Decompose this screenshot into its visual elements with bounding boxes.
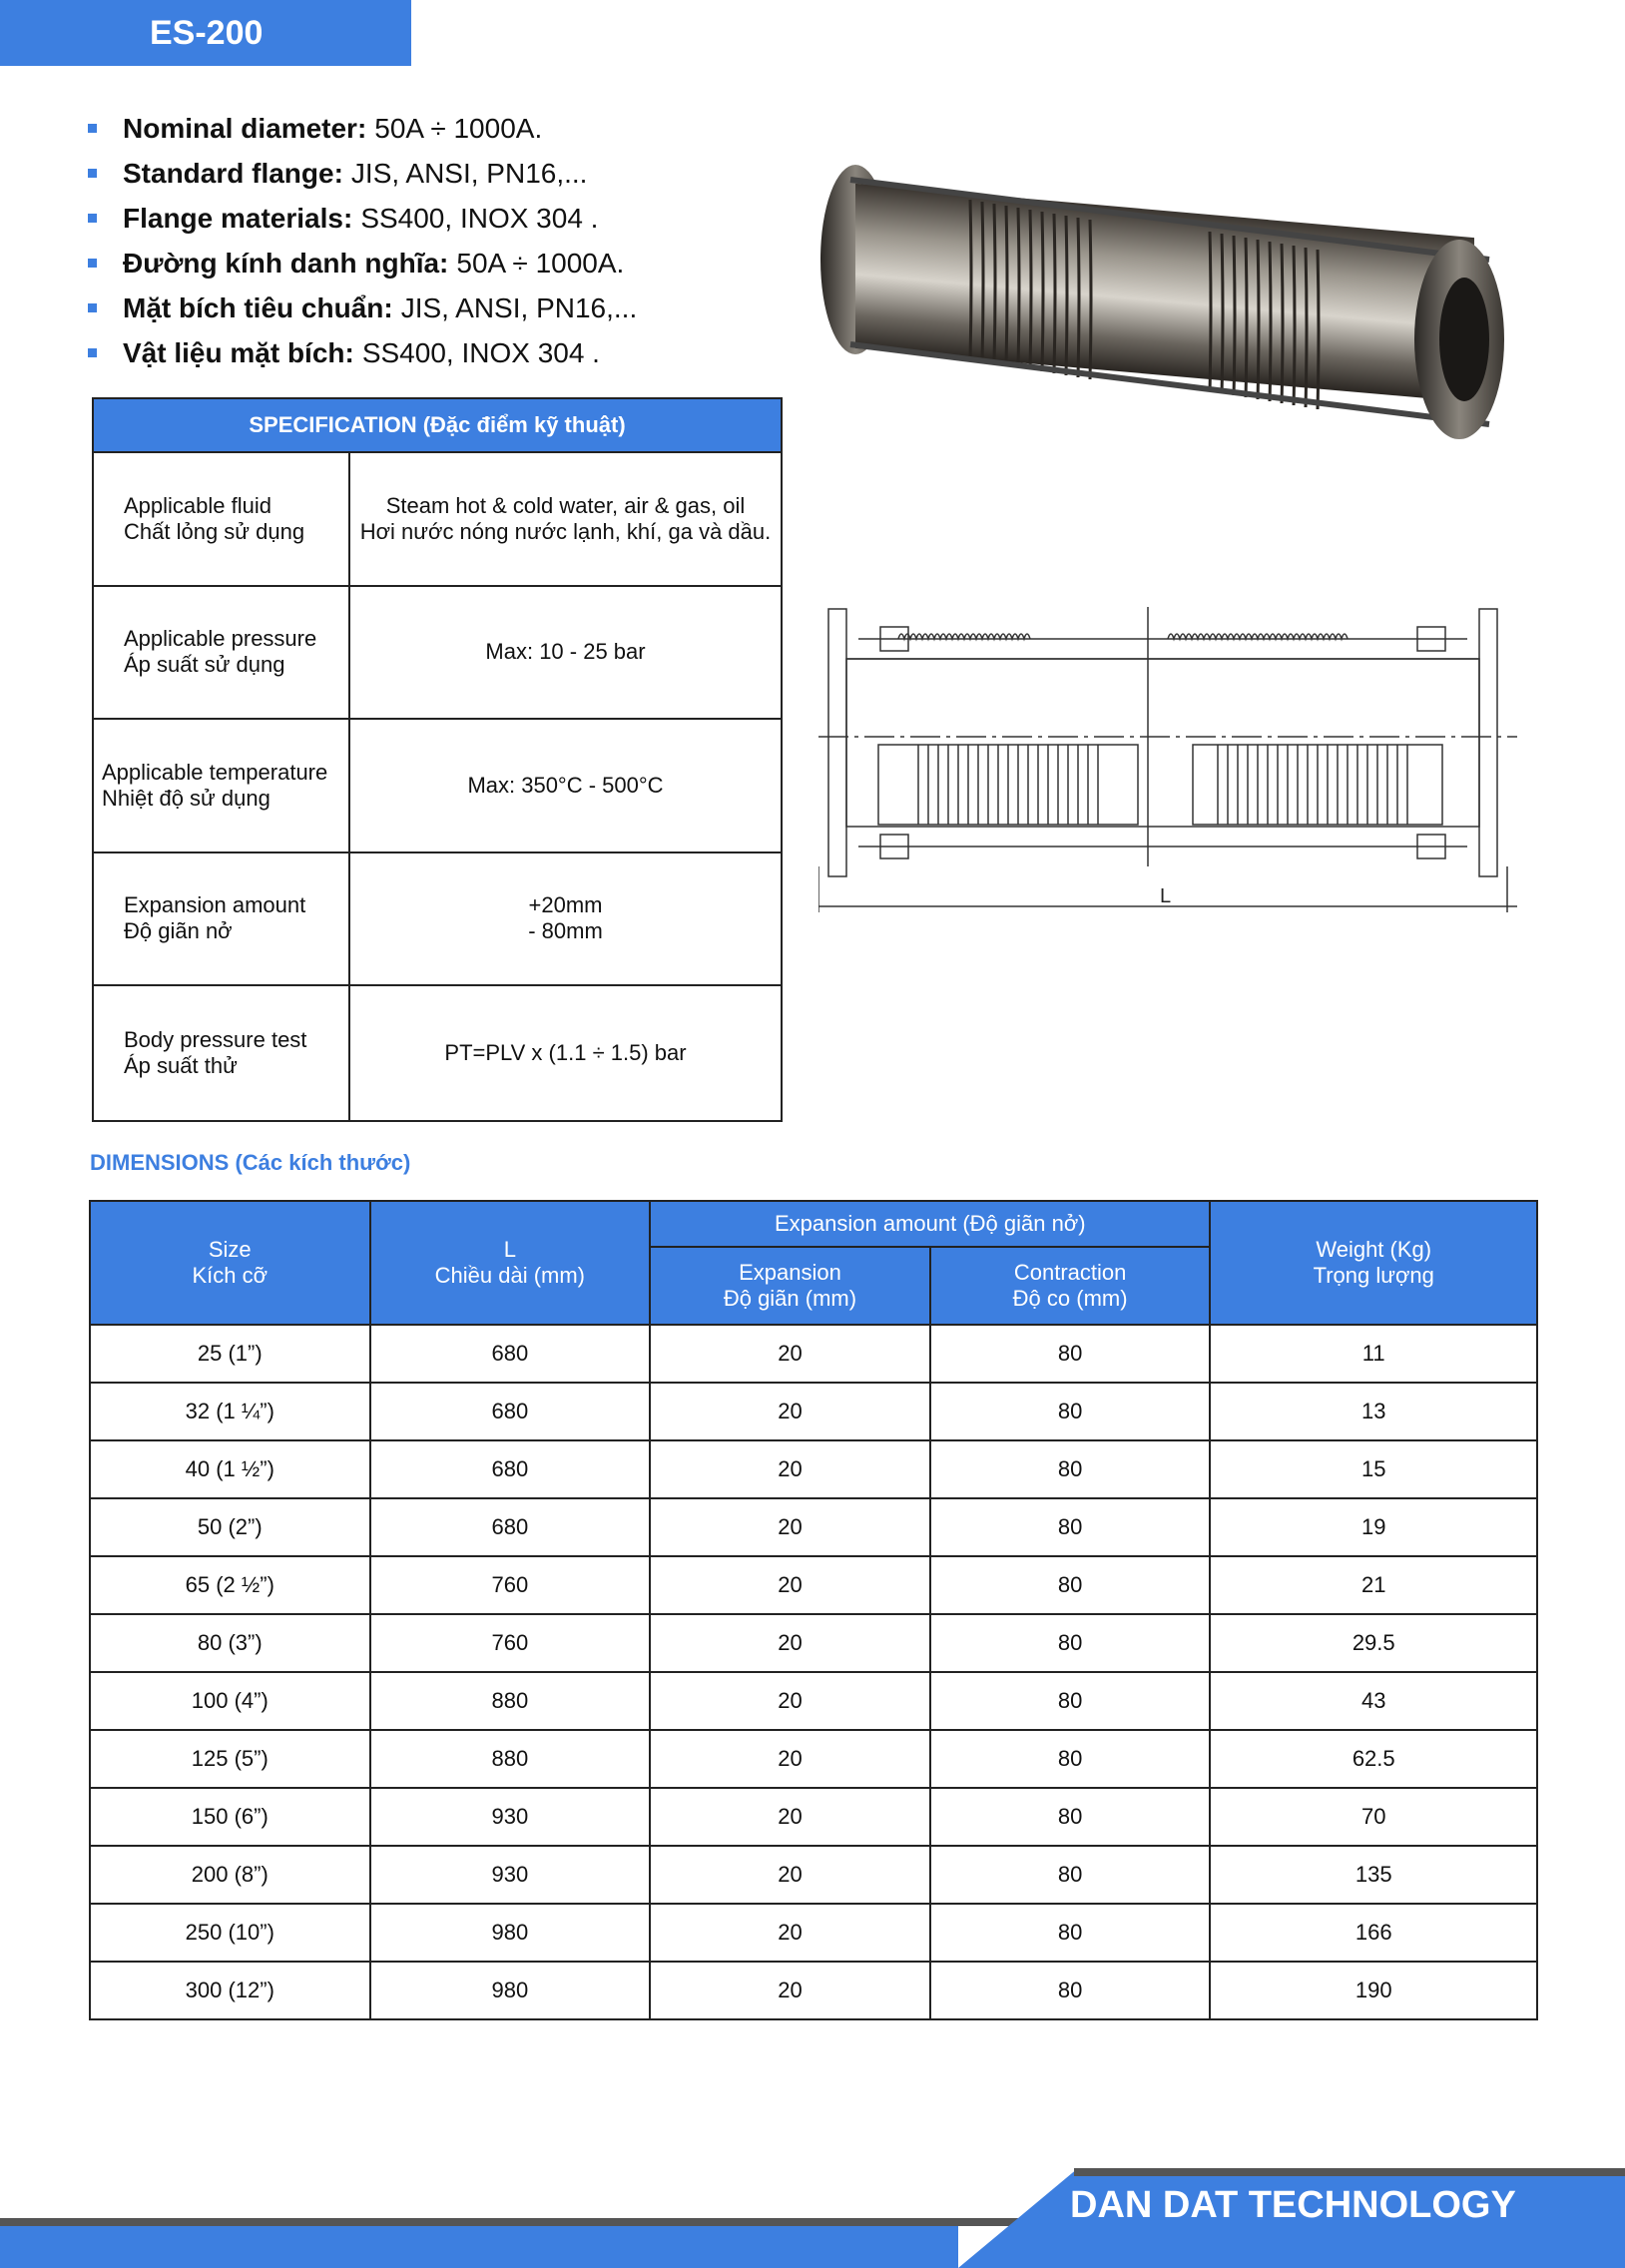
cell-length: 980 bbox=[370, 1904, 651, 1962]
spec-row-expansion bbox=[94, 853, 781, 987]
cell-weight: 13 bbox=[1210, 1383, 1537, 1440]
cell-expansion: 20 bbox=[650, 1498, 930, 1556]
bullet-icon bbox=[88, 303, 97, 312]
header-contraction bbox=[930, 1247, 1211, 1325]
cell-size: 40 (1 ½”) bbox=[90, 1440, 370, 1498]
cell-length: 680 bbox=[370, 1440, 651, 1498]
cell-size: 300 (12”) bbox=[90, 1962, 370, 2019]
cell-contraction: 80 bbox=[930, 1556, 1211, 1614]
feature-label: Đường kính danh nghĩa: bbox=[123, 247, 449, 279]
bullet-icon bbox=[88, 124, 97, 133]
cell-expansion: 20 bbox=[650, 1556, 930, 1614]
table-row bbox=[90, 1788, 1537, 1846]
cell-contraction: 80 bbox=[930, 1498, 1211, 1556]
cell-weight: 135 bbox=[1210, 1846, 1537, 1904]
cell-size: 65 (2 ½”) bbox=[90, 1556, 370, 1614]
cell-contraction: 80 bbox=[930, 1440, 1211, 1498]
cell-size: 200 (8”) bbox=[90, 1846, 370, 1904]
spec-row-pressure bbox=[94, 587, 781, 721]
header-size bbox=[90, 1201, 370, 1325]
spec-row-fluid bbox=[94, 453, 781, 587]
table-row bbox=[90, 1730, 1537, 1788]
feature-label: Standard flange: bbox=[123, 157, 343, 189]
spec-label bbox=[94, 587, 350, 719]
cell-expansion: 20 bbox=[650, 1788, 930, 1846]
table-row bbox=[90, 1672, 1537, 1730]
cell-weight: 62.5 bbox=[1210, 1730, 1537, 1788]
product-code: ES-200 bbox=[150, 13, 264, 52]
cell-length: 880 bbox=[370, 1730, 651, 1788]
spec-label-en: Applicable fluid bbox=[124, 492, 271, 518]
specification-heading: SPECIFICATION (Đặc điểm kỹ thuật) bbox=[94, 399, 781, 453]
spec-label-en: Applicable temperature bbox=[102, 759, 328, 785]
cell-weight: 29.5 bbox=[1210, 1614, 1537, 1672]
feature-label: Nominal diameter: bbox=[123, 112, 367, 144]
spec-value bbox=[350, 986, 781, 1120]
feature-list bbox=[88, 106, 637, 375]
cell-contraction: 80 bbox=[930, 1614, 1211, 1672]
spec-value bbox=[350, 453, 781, 585]
header-length bbox=[370, 1201, 651, 1325]
spec-value-line: +20mm bbox=[528, 892, 603, 918]
cell-length: 760 bbox=[370, 1556, 651, 1614]
header-expansion-vi: Độ giãn (mm) bbox=[723, 1286, 857, 1311]
table-row bbox=[90, 1556, 1537, 1614]
cell-contraction: 80 bbox=[930, 1325, 1211, 1383]
cell-weight: 21 bbox=[1210, 1556, 1537, 1614]
table-row bbox=[90, 1614, 1537, 1672]
cell-length: 680 bbox=[370, 1383, 651, 1440]
cell-contraction: 80 bbox=[930, 1672, 1211, 1730]
cell-size: 80 (3”) bbox=[90, 1614, 370, 1672]
table-row bbox=[90, 1846, 1537, 1904]
spec-value-line: Max: 10 - 25 bar bbox=[485, 639, 646, 665]
cell-size: 32 (1 ¼”) bbox=[90, 1383, 370, 1440]
feature-value: 50A ÷ 1000A. bbox=[374, 112, 543, 144]
feature-item bbox=[88, 241, 637, 285]
cell-size: 50 (2”) bbox=[90, 1498, 370, 1556]
header-expansion bbox=[650, 1247, 930, 1325]
cell-weight: 166 bbox=[1210, 1904, 1537, 1962]
feature-value: 50A ÷ 1000A. bbox=[456, 247, 625, 279]
table-row bbox=[90, 1325, 1537, 1383]
technical-drawing bbox=[818, 597, 1517, 916]
cell-expansion: 20 bbox=[650, 1440, 930, 1498]
cell-contraction: 80 bbox=[930, 1788, 1211, 1846]
table-row bbox=[90, 1383, 1537, 1440]
cell-length: 930 bbox=[370, 1846, 651, 1904]
spec-value-line: Max: 350°C - 500°C bbox=[467, 772, 664, 798]
spec-label bbox=[94, 453, 350, 585]
cell-contraction: 80 bbox=[930, 1904, 1211, 1962]
dimensions-title: DIMENSIONS (Các kích thước) bbox=[90, 1150, 411, 1175]
table-row bbox=[90, 1962, 1537, 2019]
spec-label-vi: Nhiệt độ sử dụng bbox=[102, 785, 271, 811]
cell-length: 880 bbox=[370, 1672, 651, 1730]
spec-label-vi: Áp suất sử dụng bbox=[124, 652, 285, 678]
header-contraction-vi: Độ co (mm) bbox=[1012, 1286, 1128, 1311]
table-row bbox=[90, 1498, 1537, 1556]
header-weight bbox=[1210, 1201, 1537, 1325]
feature-label: Flange materials: bbox=[123, 202, 353, 234]
spec-label bbox=[94, 720, 350, 851]
spec-label bbox=[94, 986, 350, 1120]
spec-label-vi: Áp suất thử bbox=[124, 1052, 238, 1078]
cell-expansion: 20 bbox=[650, 1730, 930, 1788]
feature-item bbox=[88, 330, 637, 375]
spec-value bbox=[350, 720, 781, 851]
header-length-vi: Chiều dài (mm) bbox=[434, 1263, 586, 1288]
cell-contraction: 80 bbox=[930, 1962, 1211, 2019]
cell-length: 760 bbox=[370, 1614, 651, 1672]
spec-value-line: Steam hot & cold water, air & gas, oil bbox=[385, 492, 746, 518]
cell-length: 980 bbox=[370, 1962, 651, 2019]
spec-label bbox=[94, 853, 350, 985]
cell-expansion: 20 bbox=[650, 1846, 930, 1904]
cell-expansion: 20 bbox=[650, 1614, 930, 1672]
feature-value: JIS, ANSI, PN16,... bbox=[350, 157, 588, 189]
spec-row-temperature bbox=[94, 720, 781, 853]
bullet-icon bbox=[88, 169, 97, 178]
spec-label-vi: Chất lỏng sử dụng bbox=[124, 518, 305, 544]
spec-value-line: PT=PLV x (1.1 ÷ 1.5) bar bbox=[444, 1039, 687, 1065]
cell-weight: 43 bbox=[1210, 1672, 1537, 1730]
cell-size: 150 (6”) bbox=[90, 1788, 370, 1846]
table-row bbox=[90, 1904, 1537, 1962]
feature-label: Vật liệu mặt bích: bbox=[123, 336, 354, 368]
product-photo bbox=[811, 140, 1529, 439]
spec-label-vi: Độ giãn nở bbox=[124, 918, 233, 944]
feature-item bbox=[88, 151, 637, 196]
cell-size: 100 (4”) bbox=[90, 1672, 370, 1730]
header-weight-en: Weight (Kg) bbox=[1316, 1237, 1432, 1262]
header-size-en: Size bbox=[208, 1237, 252, 1262]
spec-label-en: Applicable pressure bbox=[124, 626, 317, 652]
spec-value bbox=[350, 587, 781, 719]
feature-value: SS400, INOX 304 . bbox=[361, 336, 600, 368]
length-label: L bbox=[1160, 885, 1172, 907]
cell-expansion: 20 bbox=[650, 1904, 930, 1962]
cell-contraction: 80 bbox=[930, 1846, 1211, 1904]
feature-item bbox=[88, 285, 637, 330]
feature-label: Mặt bích tiêu chuẩn: bbox=[123, 291, 393, 323]
cell-weight: 70 bbox=[1210, 1788, 1537, 1846]
cell-length: 930 bbox=[370, 1788, 651, 1846]
header-expansion-en: Expansion bbox=[739, 1260, 841, 1285]
feature-value: JIS, ANSI, PN16,... bbox=[400, 291, 638, 323]
table-row bbox=[90, 1440, 1537, 1498]
header-contraction-en: Contraction bbox=[1013, 1260, 1127, 1285]
bullet-icon bbox=[88, 214, 97, 223]
cell-expansion: 20 bbox=[650, 1672, 930, 1730]
dimensions-table bbox=[89, 1200, 1538, 2020]
cell-weight: 15 bbox=[1210, 1440, 1537, 1498]
header-length-en: L bbox=[503, 1237, 516, 1262]
cell-expansion: 20 bbox=[650, 1962, 930, 2019]
footer-bar bbox=[0, 2226, 958, 2268]
specification-table bbox=[92, 397, 783, 1122]
feature-item bbox=[88, 106, 637, 151]
cell-length: 680 bbox=[370, 1498, 651, 1556]
feature-value: SS400, INOX 304 . bbox=[360, 202, 599, 234]
cell-weight: 190 bbox=[1210, 1962, 1537, 2019]
bullet-icon bbox=[88, 259, 97, 268]
cell-weight: 19 bbox=[1210, 1498, 1537, 1556]
footer-brand-edge bbox=[1074, 2168, 1625, 2176]
spec-label-en: Expansion amount bbox=[124, 892, 306, 918]
cell-contraction: 80 bbox=[930, 1730, 1211, 1788]
spec-value-line: Hơi nước nóng nước lạnh, khí, ga và dầu. bbox=[359, 518, 772, 544]
cell-expansion: 20 bbox=[650, 1383, 930, 1440]
bullet-icon bbox=[88, 348, 97, 357]
product-code-tab bbox=[0, 0, 411, 66]
cell-size: 25 (1”) bbox=[90, 1325, 370, 1383]
cell-weight: 11 bbox=[1210, 1325, 1537, 1383]
cell-length: 680 bbox=[370, 1325, 651, 1383]
spec-value-line: - 80mm bbox=[528, 918, 603, 944]
feature-item bbox=[88, 196, 637, 241]
spec-row-test bbox=[94, 986, 781, 1120]
footer-brand: DAN DAT TECHNOLOGY bbox=[1070, 2184, 1516, 2226]
spec-label-en: Body pressure test bbox=[124, 1026, 307, 1052]
header-size-vi: Kích cỡ bbox=[192, 1263, 269, 1288]
cell-expansion: 20 bbox=[650, 1325, 930, 1383]
cell-contraction: 80 bbox=[930, 1383, 1211, 1440]
header-expansion-group: Expansion amount (Độ giãn nở) bbox=[650, 1201, 1210, 1247]
cell-size: 125 (5”) bbox=[90, 1730, 370, 1788]
spec-value bbox=[350, 853, 781, 985]
header-weight-vi: Trọng lượng bbox=[1313, 1263, 1434, 1288]
cell-size: 250 (10”) bbox=[90, 1904, 370, 1962]
